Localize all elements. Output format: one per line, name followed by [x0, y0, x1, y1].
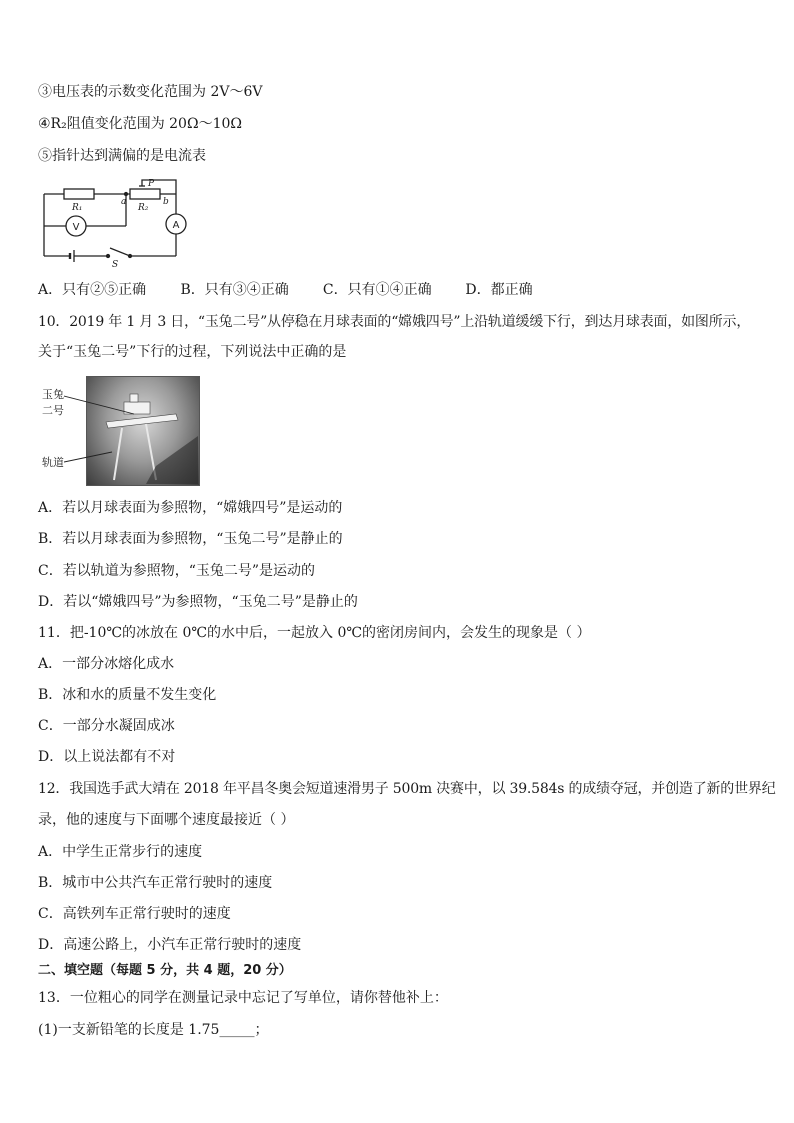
q13-stem: 13．一位粗心的同学在测量记录中忘记了写单位，请你替他补上：: [38, 990, 448, 1006]
q11-option-d[interactable]: D．以上说法都有不对: [38, 749, 176, 765]
q9-item-5: ⑤指针达到满偏的是电流表: [38, 148, 206, 164]
section-fill-in-title: 二、填空题（每题 5 分，共 4 题，20 分）: [38, 963, 292, 978]
fig-label-yutu-line2: 二号: [42, 404, 64, 417]
fig-label-track: 轨道: [42, 456, 64, 469]
label-p: P: [148, 179, 155, 189]
q12-stem-line1: 12．我国选手武大靖在 2018 年平昌冬奥会短道速滑男子 500m 决赛中，以 39.584s 的成绩夺冠，并创造了新的世界纪: [38, 781, 776, 797]
q10-option-a[interactable]: A．若以月球表面为参照物，“嫦娥四号”是运动的: [38, 500, 343, 516]
label-a: a: [121, 197, 127, 207]
q11-option-a[interactable]: A．一部分冰熔化成水: [38, 656, 175, 672]
q9-item-4: ④R₂阻值变化范围为 20Ω～10Ω: [38, 116, 242, 132]
resistor-r1: [64, 189, 94, 199]
q10-option-c[interactable]: C．若以轨道为参照物，“玉兔二号”是运动的: [38, 563, 316, 579]
q11-option-b[interactable]: B．冰和水的质量不发生变化: [38, 687, 217, 703]
q13-sub1[interactable]: (1)一支新铅笔的长度是 1.75_____；: [38, 1022, 269, 1038]
q11-option-c[interactable]: C．一部分水凝固成冰: [38, 718, 175, 734]
label-r2: R₂: [138, 203, 149, 213]
label-s: S: [112, 260, 119, 268]
q10-stem-line2: 关于“玉兔二号”下行的过程，下列说法中正确的是: [38, 344, 347, 360]
q12-option-b[interactable]: B．城市中公共汽车正常行驶时的速度: [38, 875, 273, 891]
q11-stem: 11．把-10℃的冰放在 0℃的水中后，一起放入 0℃的密闭房间内，会发生的现象是（ ）: [38, 625, 591, 641]
q10-stem-line1: 10．2019 年 1 月 3 日，“玉兔二号”从停稳在月球表面的“嫦娥四号”上沿轨道缓缓下行，到达月球表面，如图所示，: [38, 314, 751, 330]
q12-option-a[interactable]: A．中学生正常步行的速度: [38, 844, 203, 860]
fig-label-yutu-line1: 玉兔: [42, 388, 64, 401]
label-amm: A: [172, 220, 180, 231]
q9-option-a[interactable]: A．只有②⑤正确: [38, 282, 147, 298]
fig-leader-lines: [64, 390, 144, 470]
q12-stem-line2: 录，他的速度与下面哪个速度最接近（ ）: [38, 812, 295, 828]
label-b: b: [163, 197, 169, 207]
q12-option-c[interactable]: C．高铁列车正常行驶时的速度: [38, 906, 231, 922]
q12-option-d[interactable]: D．高速公路上，小汽车正常行驶时的速度: [38, 937, 302, 953]
label-v: V: [72, 222, 80, 233]
label-r1: R₁: [72, 203, 83, 213]
q10-option-d[interactable]: D．若以“嫦娥四号”为参照物，“玉兔二号”是静止的: [38, 594, 358, 610]
q9-option-c[interactable]: C．只有①④正确: [322, 282, 432, 298]
q9-options: [38, 280, 533, 300]
q9-option-d[interactable]: D．都正确: [465, 282, 533, 298]
resistor-r2: [130, 189, 160, 199]
q10-option-b[interactable]: B．若以月球表面为参照物，“玉兔二号”是静止的: [38, 531, 343, 547]
circuit-diagram: [38, 176, 198, 268]
q9-item-3: ③电压表的示数变化范围为 2V～6V: [38, 84, 263, 100]
q9-option-b[interactable]: B．只有③④正确: [180, 282, 289, 298]
